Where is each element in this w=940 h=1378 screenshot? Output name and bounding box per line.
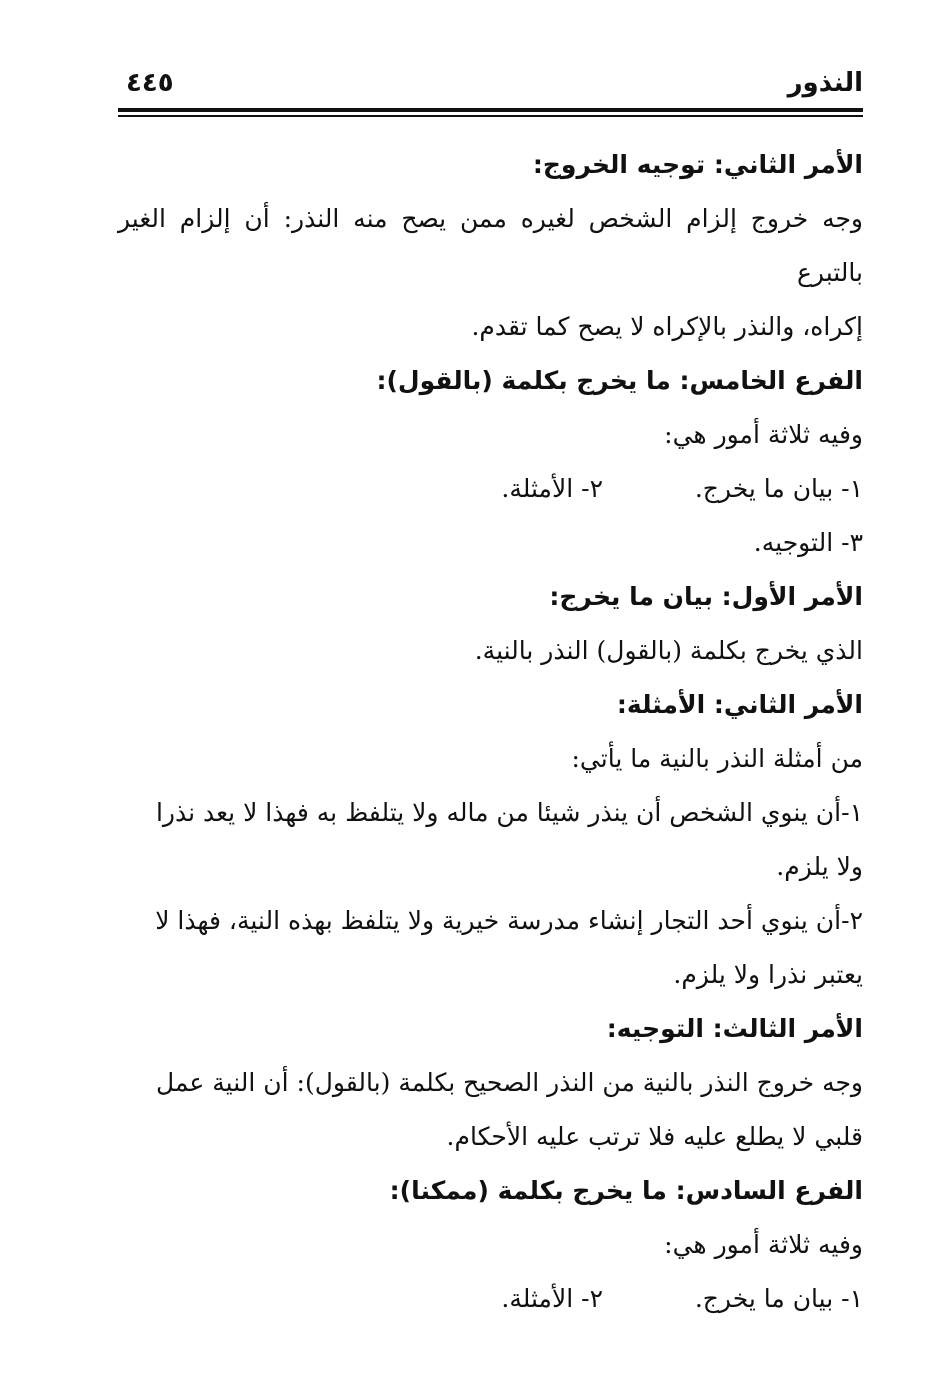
paragraph-exit-reason-line2: إكراه، والنذر بالإكراه لا يصح كما تقدم. — [471, 312, 863, 341]
example1-line1: ١-أن ينوي الشخص أن ينذر شيئا من ماله ولا يتلفظ به فهذا لا يعد نذرا — [155, 798, 863, 827]
paragraph-tawjih-line2: قلبي لا يطلع عليه فلا ترتب عليه الأحكام. — [446, 1122, 863, 1151]
far6-intro: وفيه ثلاثة أمور هي: — [664, 1230, 863, 1259]
far6-item-1: ١- بيان ما يخرج. — [694, 1284, 863, 1313]
paragraph-tawjih-line1: وجه خروج النذر بالنية من النذر الصحيح بكلمة (بالقول): أن النية عمل — [156, 1068, 863, 1097]
heading-amr2-exit: الأمر الثاني: توجيه الخروج: — [532, 150, 863, 179]
heading-far5: الفرع الخامس: ما يخرج بكلمة (بالقول): — [376, 366, 863, 395]
page-number: ٤٤٥ — [126, 68, 174, 98]
page-content — [118, 138, 863, 1326]
heading-amr2-amthila: الأمر الثاني: الأمثلة: — [616, 690, 863, 719]
far5-intro: وفيه ثلاثة أمور هي: — [664, 420, 863, 449]
page-header — [118, 68, 863, 108]
header-rule-thick — [118, 108, 863, 112]
heading-amr1-bayan: الأمر الأول: بيان ما يخرج: — [549, 582, 863, 611]
example2-line2: يعتبر نذرا ولا يلزم. — [673, 960, 863, 989]
far6-items-row — [118, 1272, 863, 1326]
far5-item-1: ١- بيان ما يخرج. — [694, 474, 863, 503]
far5-item-3: ٣- التوجيه. — [753, 528, 863, 557]
heading-far6: الفرع السادس: ما يخرج بكلمة (ممكنا): — [389, 1176, 863, 1205]
far5-items-row — [118, 462, 863, 516]
far6-item-2: ٢- الأمثلة. — [501, 1284, 603, 1313]
paragraph-exit-reason-line1: وجه خروج إلزام الشخص لغيره ممن يصح منه النذر: أن إلزام الغير بالتبرع — [118, 204, 863, 287]
header-rule-thin — [118, 115, 863, 117]
heading-amr3-tawjih: الأمر الثالث: التوجيه: — [606, 1014, 863, 1043]
running-title: النذور — [787, 68, 863, 98]
example2-line1: ٢-أن ينوي أحد التجار إنشاء مدرسة خيرية ولا يتلفظ بهذه النية، فهذا لا — [155, 906, 863, 935]
amthila-intro: من أمثلة النذر بالنية ما يأتي: — [571, 744, 863, 773]
example1-line2: ولا يلزم. — [776, 852, 863, 881]
far5-item-2: ٢- الأمثلة. — [501, 474, 603, 503]
paragraph-bayan: الذي يخرج بكلمة (بالقول) النذر بالنية. — [474, 636, 863, 665]
